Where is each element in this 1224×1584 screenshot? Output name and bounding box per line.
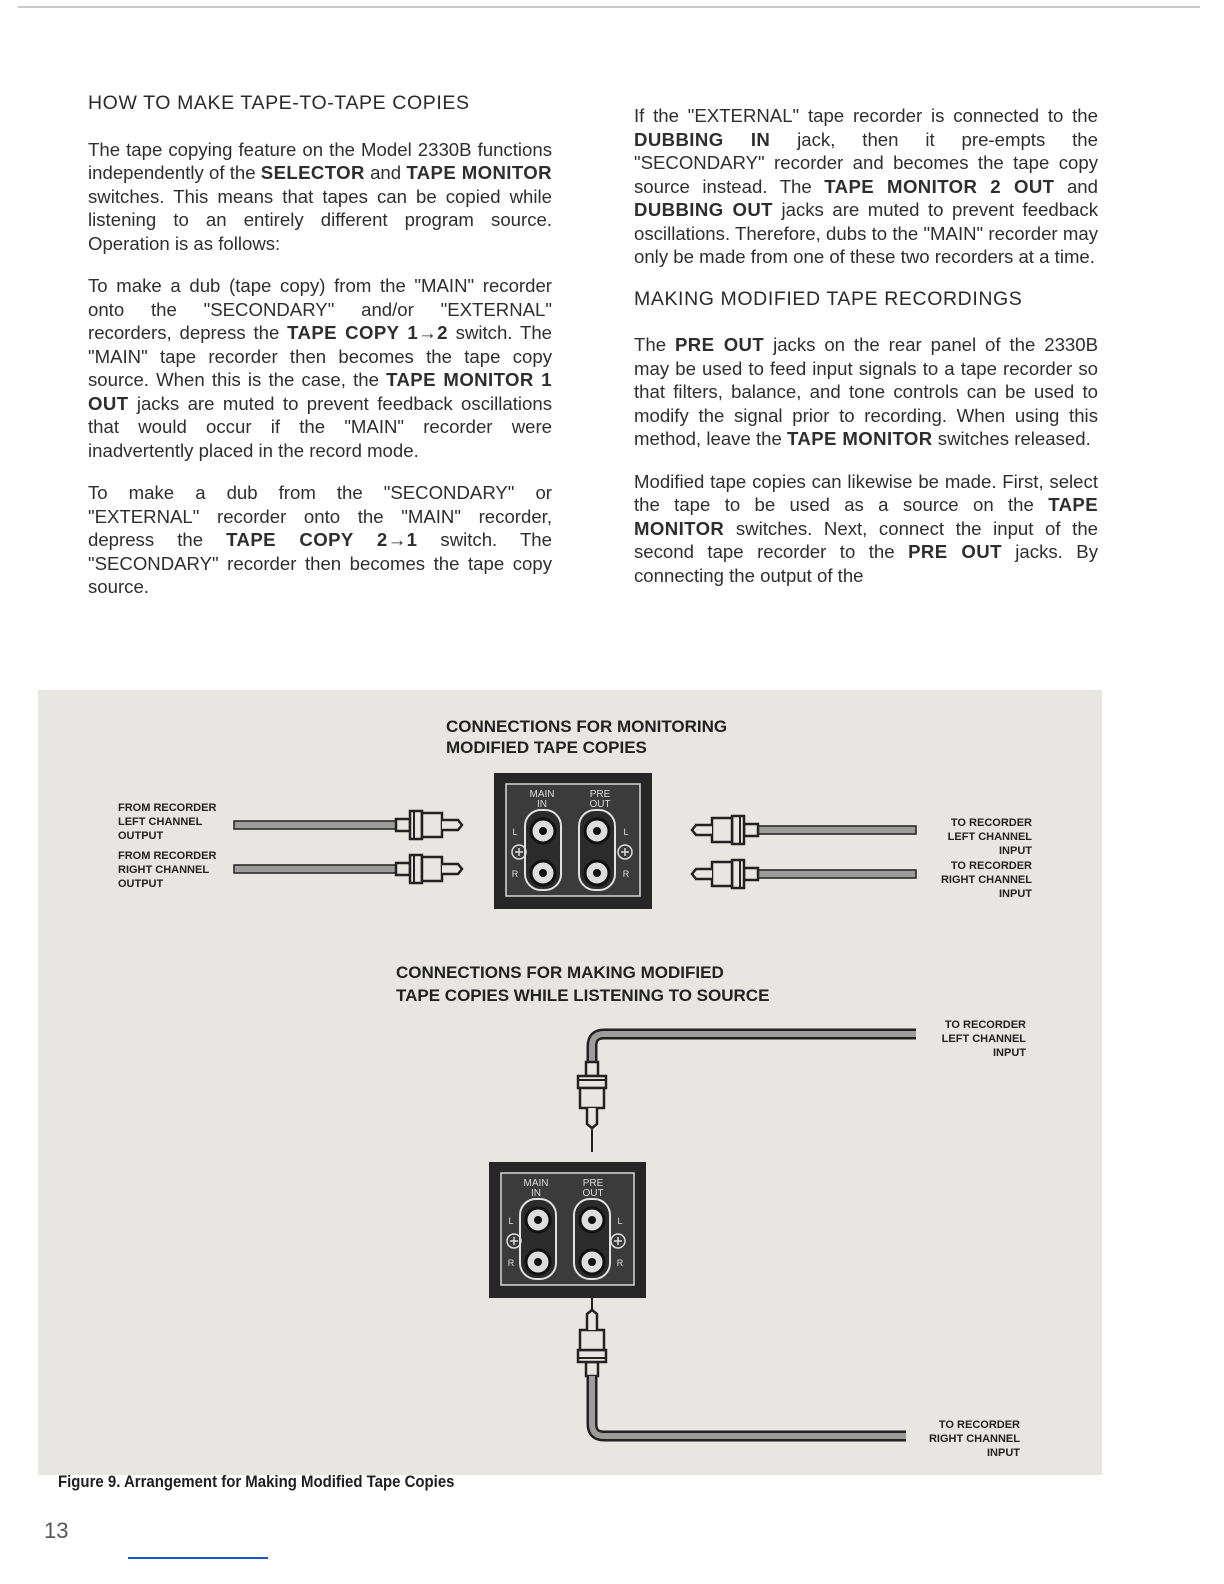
text-run: The tape copying feature on the Model 2330B functions independently of the [88, 138, 552, 183]
from-right-label: FROM RECORDER [118, 850, 217, 862]
page-number: 13 [44, 1518, 69, 1543]
control-name: TAPE MONITOR 1 OUT [88, 369, 552, 414]
input-cable-left [234, 811, 462, 839]
to-right-label: TO RECORDER [950, 860, 1032, 872]
section-heading-tape-copies: HOW TO MAKE TAPE-TO-TAPE COPIES [88, 92, 470, 114]
main-in-label: MAIN [523, 1178, 549, 1189]
to-right-label: TO RECORDER [938, 1419, 1020, 1431]
to-left-label: INPUT [999, 845, 1032, 857]
from-right-label: OUTPUT [118, 878, 164, 890]
pre-out-label: OUT [589, 799, 611, 810]
text-run: and [1054, 175, 1098, 197]
to-left-label: TO RECORDER [950, 817, 1032, 829]
text-run: switch. The "MAIN" tape recorder then becomes the tape copy source. When this is the case, the [88, 322, 553, 390]
from-left-label: OUTPUT [118, 830, 164, 842]
text-run: jacks are muted to prevent feedback oscillations that would occur if the "MAIN" recorder were inadvertently placed in the record mode. [88, 392, 552, 461]
control-name: TAPE COPY 1→2 [287, 322, 448, 343]
input-cable-right [234, 855, 462, 883]
control-name: SELECTOR [260, 162, 365, 183]
pre-out-label: PRE [582, 1178, 604, 1189]
output-cable-right [578, 1288, 906, 1436]
main-in-label: IN [531, 1188, 541, 1199]
control-name: DUBBING OUT [634, 199, 773, 220]
text-run: Modified tape copies can likewise be made. First, select the tape to be used as a source on the [634, 470, 1098, 515]
to-left-label: TO RECORDER [944, 1019, 1026, 1031]
text-run: and [364, 162, 407, 183]
from-right-label: RIGHT CHANNEL [118, 864, 210, 876]
from-left-label: LEFT CHANNEL [118, 816, 203, 828]
control-name: TAPE COPY 2→1 [226, 529, 418, 550]
control-name: TAPE MONITOR 2 OUT [824, 175, 1055, 197]
main-in-label: IN [537, 799, 547, 810]
text-run: switch. The "SECONDARY" recorder then becomes the tape copy source. [88, 529, 552, 597]
jack-r-label: R [622, 869, 630, 879]
diagram-title-2: CONNECTIONS FOR MAKING MODIFIED [396, 963, 724, 982]
text-run: jack, then it pre-empts the "SECONDARY" recorder and becomes the tape copy source instead. The [634, 128, 1098, 197]
jack-panel-bottom [489, 1162, 646, 1298]
text-run: switches. Next, connect the input of the second tape recorder to the [634, 517, 1098, 562]
output-cable-left [692, 816, 916, 844]
bottom-rule [128, 1557, 268, 1559]
diagram-title-1: CONNECTIONS FOR MONITORING [446, 717, 728, 736]
text-run: If the "EXTERNAL" tape recorder is connected to the [634, 105, 1098, 126]
section-heading-modified-recordings: MAKING MODIFIED TAPE RECORDINGS [634, 287, 1023, 310]
control-name: TAPE MONITOR [406, 162, 552, 183]
main-in-label: MAIN [529, 789, 555, 800]
to-right-label: INPUT [999, 888, 1032, 900]
to-left-label: LEFT CHANNEL [941, 1033, 1026, 1045]
text-run: jacks are muted to prevent feedback oscillations. Therefore, dubs to the "MAIN" recorder may only be made from one of these two recorders at a time. [634, 199, 1098, 267]
text-run: To make a dub (tape copy) from the "MAIN" recorder onto the "SECONDARY" and/or "EXTERNAL" recorders, depress the [88, 275, 552, 343]
text-run: jacks on the rear panel of the 2330B may be used to feed input signals to a tape recorder so that filters, balance, and tone controls can be used to modify the signal prior to recording. When using this method, leave the [634, 334, 1098, 449]
pre-out-label: PRE [589, 789, 611, 800]
figure-caption: Figure 9. Arrangement for Making Modified Tape Copies [58, 1472, 455, 1491]
control-name: TAPE MONITOR [634, 494, 1098, 539]
text-run: switches released. [932, 428, 1091, 449]
to-right-label: RIGHT CHANNEL [940, 874, 1032, 886]
jack-panel-top [494, 773, 652, 909]
output-cable-left [578, 1034, 916, 1152]
to-right-label: RIGHT CHANNEL [928, 1433, 1020, 1445]
text-run: The [634, 334, 675, 355]
diagram-title-2: TAPE COPIES WHILE LISTENING TO SOURCE [396, 986, 770, 1005]
jack-l-label: L [508, 1216, 514, 1226]
jack-l-label: L [617, 1216, 623, 1226]
to-left-label: LEFT CHANNEL [947, 831, 1032, 843]
jack-r-label: R [511, 869, 519, 879]
jack-l-label: L [623, 827, 629, 837]
pre-out-label: OUT [582, 1188, 604, 1199]
jack-r-label: R [507, 1258, 515, 1268]
text-run: To make a dub from the "SECONDARY" or "EXTERNAL" recorder onto the "MAIN" recorder, depress the [88, 482, 552, 550]
from-left-label: FROM RECORDER [118, 802, 217, 814]
to-right-label: INPUT [987, 1447, 1020, 1459]
output-cable-right [692, 860, 916, 888]
text-run: jacks. By connecting the output of the [634, 541, 1098, 586]
control-name: PRE OUT [908, 541, 1002, 562]
control-name: TAPE MONITOR [786, 428, 933, 449]
text-run: switches. This means that tapes can be copied while listening to an entirely different program source. Operation is as follows: [88, 185, 552, 254]
diagram-title-1: MODIFIED TAPE COPIES [446, 738, 647, 757]
jack-r-label: R [616, 1258, 624, 1268]
jack-l-label: L [512, 827, 518, 837]
to-left-label: INPUT [993, 1047, 1026, 1059]
control-name: DUBBING IN [634, 128, 771, 150]
control-name: PRE OUT [674, 334, 765, 355]
